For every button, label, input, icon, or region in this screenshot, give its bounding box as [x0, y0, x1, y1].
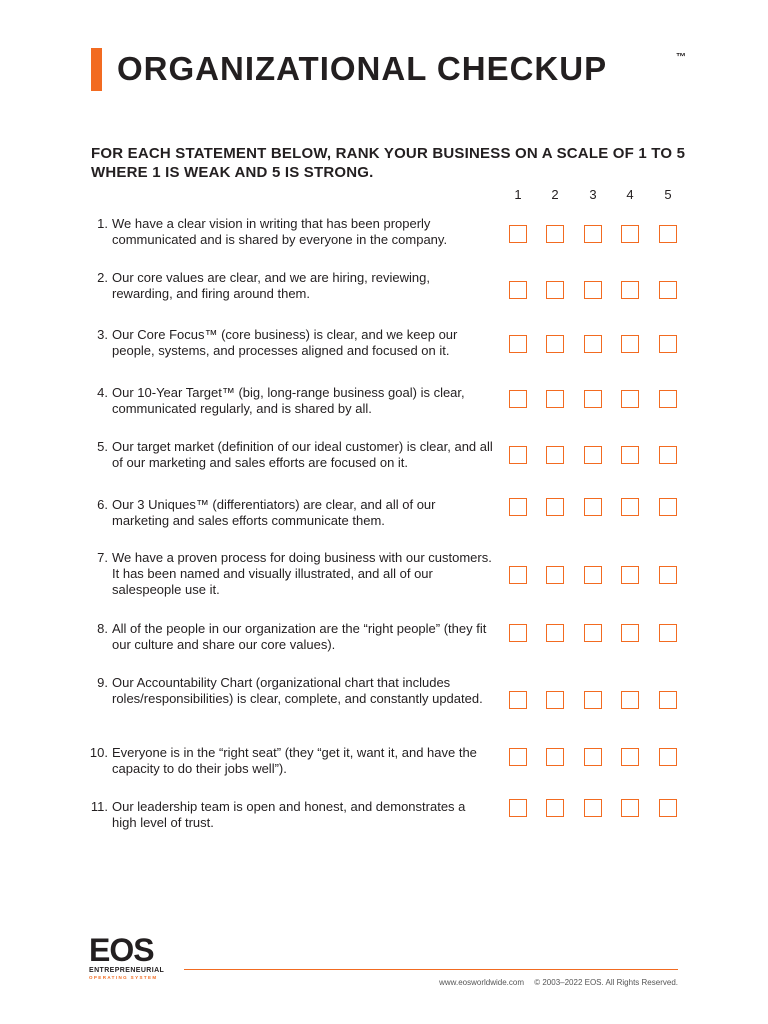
scale-label-4: 4	[626, 187, 634, 202]
rating-checkbox-1[interactable]	[509, 498, 527, 516]
rating-checkbox-3[interactable]	[584, 498, 602, 516]
rating-checkbox-5[interactable]	[659, 498, 677, 516]
rating-checkbox-1[interactable]	[509, 225, 527, 243]
rating-checkbox-1[interactable]	[509, 446, 527, 464]
item-statement: We have a proven process for doing business with our customers. It has been named and visually illustrated, and all of our salespeople use it.	[112, 550, 492, 597]
item-statement: Our target market (definition of our ideal customer) is clear, and all of our marketing and sales efforts are focused on it.	[112, 439, 493, 470]
item-statement: We have a clear vision in writing that has been properly communicated and is shared by everyone in the company.	[112, 216, 448, 247]
rating-checkbox-4[interactable]	[621, 566, 639, 584]
checkup-item	[88, 497, 493, 529]
logo-line-2: OPERATING SYSTEM	[89, 975, 158, 980]
scale-label-5: 5	[664, 187, 672, 202]
checkup-item	[88, 621, 493, 653]
item-statement: Our core values are clear, and we are hiring, reviewing, rewarding, and firing around them.	[112, 270, 430, 301]
checkup-item	[88, 327, 493, 359]
item-statement: Everyone is in the “right seat” (they “get it, want it, and have the capacity to do their jobs well”).	[112, 745, 477, 776]
checkup-item	[88, 270, 493, 302]
rating-checkbox-2[interactable]	[546, 446, 564, 464]
rating-checkbox-2[interactable]	[546, 225, 564, 243]
rating-checkbox-5[interactable]	[659, 390, 677, 408]
item-number: 11.	[90, 799, 108, 814]
title-accent-bar	[91, 48, 102, 91]
rating-checkbox-4[interactable]	[621, 748, 639, 766]
rating-checkbox-3[interactable]	[584, 335, 602, 353]
rating-checkbox-4[interactable]	[621, 446, 639, 464]
rating-checkbox-2[interactable]	[546, 624, 564, 642]
checkup-item	[88, 439, 493, 471]
rating-checkbox-4[interactable]	[621, 390, 639, 408]
rating-checkbox-5[interactable]	[659, 691, 677, 709]
item-number: 10.	[89, 745, 108, 760]
footer-copyright: © 2003–2022 EOS. All Rights Reserved.	[534, 978, 678, 987]
rating-checkbox-3[interactable]	[584, 566, 602, 584]
item-statement: Our Core Focus™ (core business) is clear, and we keep our people, systems, and processes aligned and focused on it.	[112, 327, 458, 358]
rating-checkbox-3[interactable]	[584, 799, 602, 817]
title-trademark: ™	[676, 52, 686, 63]
item-number: 2.	[97, 270, 108, 285]
rating-checkbox-5[interactable]	[659, 799, 677, 817]
scale-label-1: 1	[514, 187, 522, 202]
rating-checkbox-4[interactable]	[621, 335, 639, 353]
item-number: 7.	[97, 550, 108, 565]
item-number: 9.	[97, 675, 108, 690]
rating-checkbox-2[interactable]	[546, 691, 564, 709]
rating-checkbox-1[interactable]	[509, 566, 527, 584]
rating-checkbox-2[interactable]	[546, 390, 564, 408]
rating-checkbox-3[interactable]	[584, 691, 602, 709]
rating-checkbox-4[interactable]	[621, 799, 639, 817]
eos-logo	[89, 934, 179, 990]
checkup-item	[88, 550, 493, 598]
checkup-item	[88, 799, 493, 831]
rating-checkbox-1[interactable]	[509, 748, 527, 766]
logo-wordmark: EOS	[89, 932, 154, 968]
scale-label-2: 2	[551, 187, 559, 202]
rating-checkbox-2[interactable]	[546, 799, 564, 817]
instructions: FOR EACH STATEMENT BELOW, RANK YOUR BUSINESS ON A SCALE OF 1 TO 5 WHERE 1 IS WEAK AND 5 IS STRONG.	[91, 145, 686, 181]
rating-checkbox-1[interactable]	[509, 390, 527, 408]
page-title: ORGANIZATIONAL CHECKUP	[117, 50, 608, 87]
rating-checkbox-4[interactable]	[621, 498, 639, 516]
item-number: 1.	[97, 216, 108, 231]
rating-checkbox-1[interactable]	[509, 335, 527, 353]
rating-checkbox-3[interactable]	[584, 624, 602, 642]
checkup-item	[88, 675, 493, 707]
item-statement: Our 3 Uniques™ (differentiators) are clear, and all of our marketing and sales efforts communicate them.	[112, 497, 436, 528]
item-number: 4.	[97, 385, 108, 400]
rating-checkbox-4[interactable]	[621, 624, 639, 642]
rating-checkbox-3[interactable]	[584, 748, 602, 766]
rating-checkbox-1[interactable]	[509, 281, 527, 299]
rating-checkbox-4[interactable]	[621, 281, 639, 299]
checkup-item	[88, 385, 493, 417]
logo-line-1: ENTREPRENEURIAL	[89, 967, 165, 974]
rating-checkbox-5[interactable]	[659, 335, 677, 353]
rating-checkbox-5[interactable]	[659, 225, 677, 243]
footer-divider	[184, 969, 678, 970]
footer-website[interactable]: www.eosworldwide.com	[439, 978, 524, 987]
item-statement: All of the people in our organization are the “right people” (they fit our culture and share our core values).	[112, 621, 487, 652]
item-statement: Our Accountability Chart (organizational chart that includes roles/responsibilities) is clear, complete, and constantly updated.	[112, 675, 483, 706]
item-number: 5.	[97, 439, 108, 454]
rating-checkbox-1[interactable]	[509, 691, 527, 709]
rating-checkbox-2[interactable]	[546, 498, 564, 516]
rating-checkbox-3[interactable]	[584, 390, 602, 408]
rating-checkbox-5[interactable]	[659, 748, 677, 766]
rating-checkbox-3[interactable]	[584, 281, 602, 299]
footer-text	[431, 978, 678, 987]
rating-checkbox-2[interactable]	[546, 281, 564, 299]
item-number: 6.	[97, 497, 108, 512]
item-number: 3.	[97, 327, 108, 342]
item-statement: Our leadership team is open and honest, and demonstrates a high level of trust.	[112, 799, 466, 830]
rating-checkbox-1[interactable]	[509, 624, 527, 642]
checkup-item	[88, 216, 493, 248]
rating-checkbox-1[interactable]	[509, 799, 527, 817]
rating-checkbox-5[interactable]	[659, 446, 677, 464]
checkup-item	[88, 745, 493, 777]
rating-checkbox-3[interactable]	[584, 446, 602, 464]
rating-checkbox-5[interactable]	[659, 281, 677, 299]
rating-checkbox-4[interactable]	[621, 225, 639, 243]
rating-checkbox-5[interactable]	[659, 566, 677, 584]
item-statement: Our 10-Year Target™ (big, long-range business goal) is clear, communicated regularly, and is shared by all.	[112, 385, 465, 416]
rating-checkbox-5[interactable]	[659, 624, 677, 642]
rating-checkbox-2[interactable]	[546, 566, 564, 584]
rating-checkbox-2[interactable]	[546, 335, 564, 353]
scale-label-3: 3	[589, 187, 597, 202]
rating-checkbox-2[interactable]	[546, 748, 564, 766]
item-number: 8.	[97, 621, 108, 636]
rating-checkbox-4[interactable]	[621, 691, 639, 709]
rating-checkbox-3[interactable]	[584, 225, 602, 243]
